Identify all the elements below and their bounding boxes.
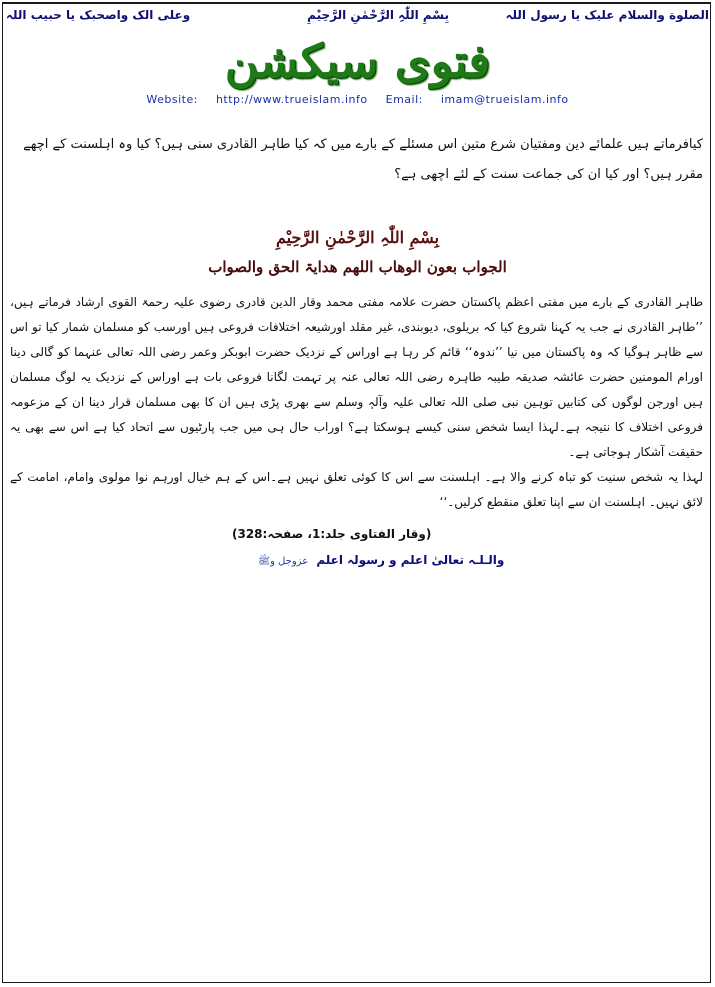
email-link[interactable]: imam@trueislam.info [440, 93, 569, 106]
page-title: فتوی سیکشن [224, 34, 491, 88]
honorific-glyph: عزوجل وﷺ [258, 556, 309, 567]
website-link[interactable]: http://www.trueislam.info [215, 93, 368, 106]
header-salutation-right: الصلوة والسلام علیک یا رسول اللہ [505, 8, 709, 22]
answer-paragraph: لہذا یہ شخص سنیت کو تباہ کرنے والا ہے۔ اہلسنت سے اس کا کوئی تعلق نہیں ہے۔اس کے ہم خیال اورہم نوا مولوی وامام، امامت کے لائق نہیں۔ اہلسنت ان سے اپنا تعلق منقطع کرلیں۔‘‘ [10, 470, 703, 509]
answer-bismillah: بِسْمِ اللّٰہِ الرَّحْمٰنِ الرَّحِیْمِ [275, 228, 440, 247]
contact-line [0, 93, 715, 106]
question-text: کیافرماتے ہیں علمائے دین ومفتیان شرع متین اس مسئلے کے بارے میں کہ کیا طاہر القادری سنی ہیں؟ کیا وہ اہلسنت کے اچھے مقرر ہیں؟ اور کیا ان کی جماعت سنت کے لئے اچھی ہے؟ [23, 137, 703, 182]
answer-heading: الجواب بعون الوھاب اللھم ھدایۃ الحق والصواب [208, 258, 507, 276]
answer-body [10, 290, 703, 515]
closing-line [258, 553, 504, 569]
header-bar [6, 8, 709, 30]
website-label: Website: [146, 93, 198, 106]
header-salutation-left: وعلی الک واصحبک یا حبیب اللہ [6, 8, 191, 22]
header-bismillah: بِسْمِ اللّٰہِ الرَّحْمٰنِ الرَّحِیْمِ [307, 8, 449, 22]
answer-paragraph: طاہر القادری کے بارے میں مفتی اعظم پاکستان حضرت علامہ مفتی محمد وقار الدین قادری رضوی علیہ رحمۃ القوی ارشاد فرماتے ہیں، ’’طاہر القادری نے جب یہ کہنا شروع کیا کہ بریلوی، دیوبندی، غیر مقلد اورشیعہ اختلافات فروعی ہیں اورسب کو مسلمان شمار کیا تو اس سے ظاہر ہوگیا کہ وہ پاکستان میں نیا ’’ندوہ‘‘ قائم کر رہا ہے اوراس کے نزدیک حضرت ابوبکر وعمر رضی اللہ تعالی عنہما کو گالی دینا اورام المومنین حضرت عائشہ صدیقہ طیبہ طاہرہ رضی اللہ تعالی عنہ پر تہمت لگانا فروعی بات ہے اوراس کے نزدیک یہ لوگ مسلمان ہیں اورجن لوگوں کی کتابیں توہین نبی صلی اللہ تعالی علیہ وآلہٖ وسلم سے بھری پڑی ہیں ان کا بھی مسلمان قرار دینا ان کے مزعومہ فروعی اختلاف کا نتیجہ ہے۔لہذا ایسا شخص سنی کیسے ہوسکتا ہے؟ اوراب حال ہی میں جب پارٹیوں سے اتحاد کیا ہے اس سے بھی یہ حقیقت آشکار ہوجاتی ہے۔ [10, 295, 703, 459]
reference-citation: (وقار الفتاوی جلد:1، صفحہ:328) [232, 527, 432, 541]
closing-text: والـلـہ تعالیٰ اعلم و رسولہ اعلم [316, 553, 505, 567]
email-label: Email: [385, 93, 423, 106]
